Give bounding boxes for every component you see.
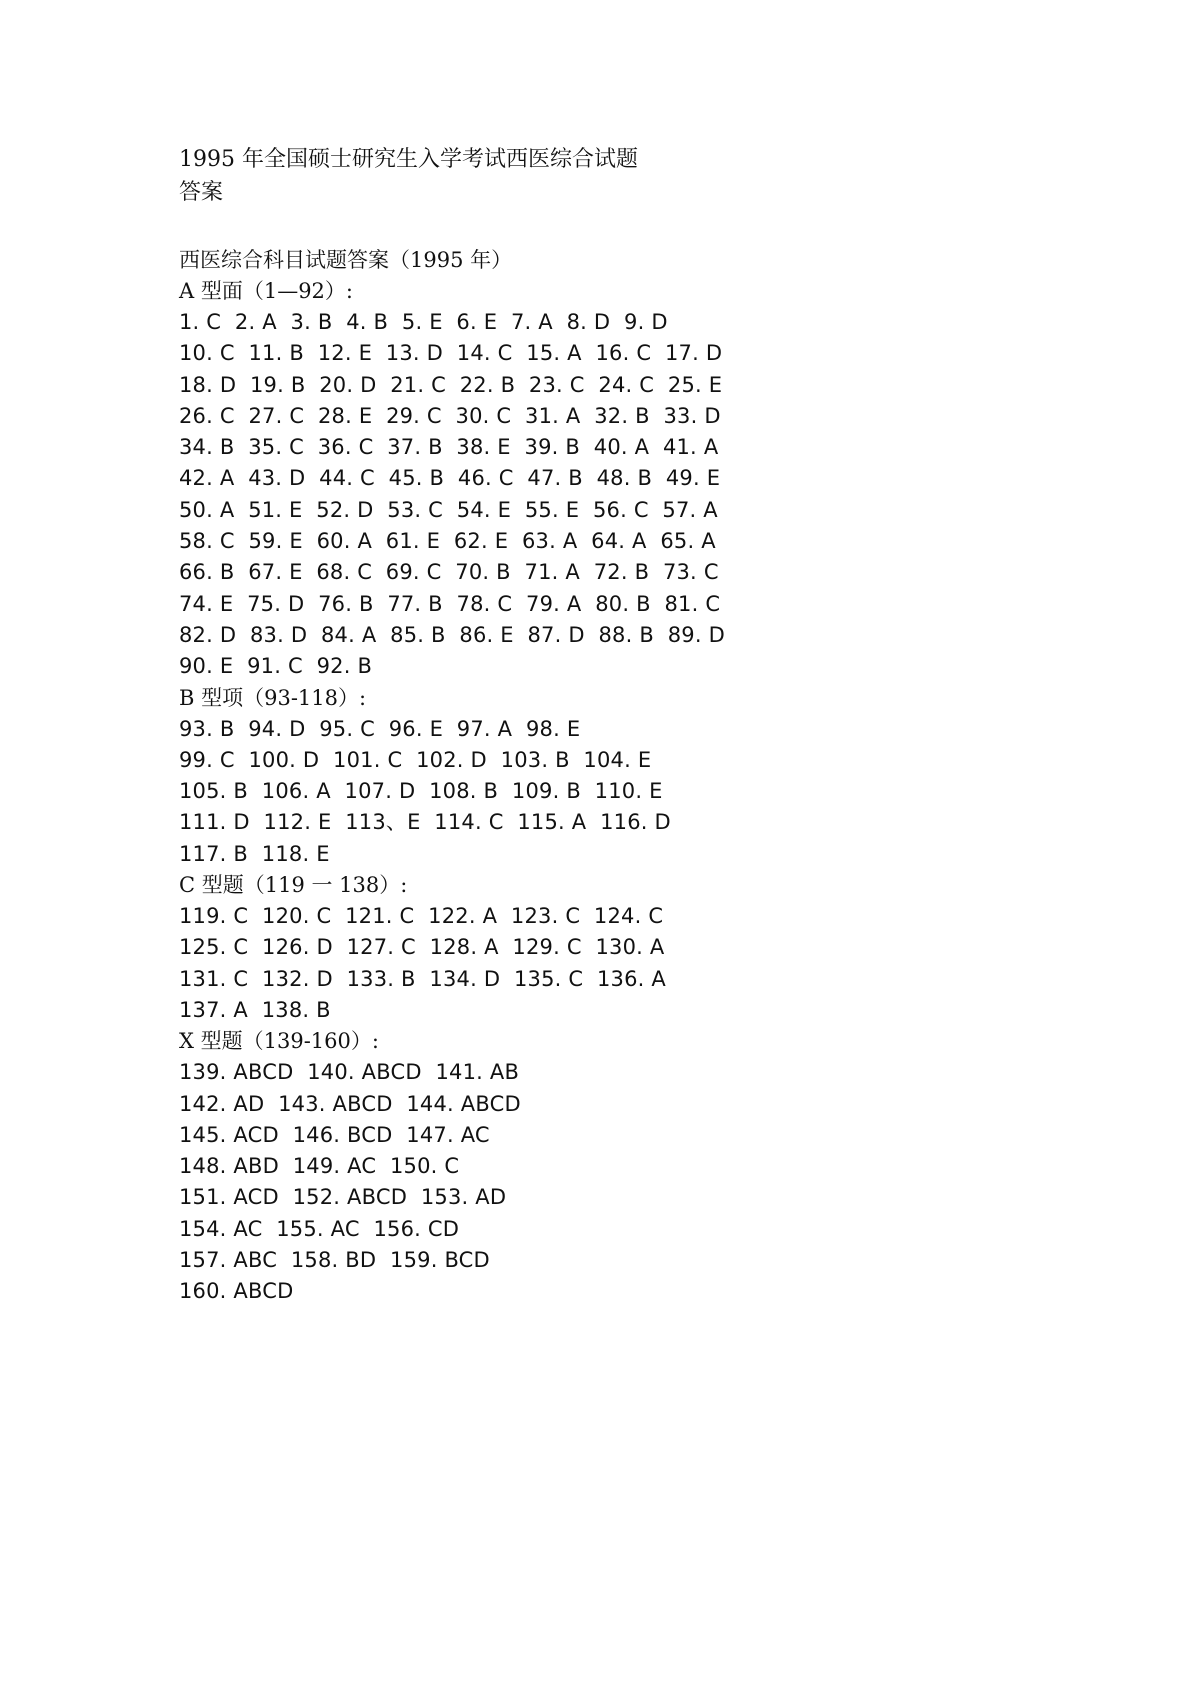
- answer-line: 58. C 59. E 60. A 61. E 62. E 63. A 64. A 65. A: [179, 529, 716, 554]
- section-c: [179, 870, 939, 1026]
- section-x: [179, 1026, 939, 1307]
- answer-subtitle: 西医综合科目试题答案（1995 年）: [179, 248, 513, 272]
- document-title: 1995 年全国硕士研究生入学考试西医综合试题: [179, 147, 638, 172]
- section-a: [179, 276, 939, 683]
- answer-line: 18. D 19. B 20. D 21. C 22. B 23. C 24. C 25. E: [179, 372, 723, 397]
- spacer: [179, 209, 939, 245]
- answer-line: 93. B 94. D 95. C 96. E 97. A 98. E: [179, 716, 581, 741]
- section-heading-b: B 型项（93-118）:: [179, 685, 367, 710]
- section-heading-c: C 型题（119 一 138）:: [179, 873, 408, 898]
- answer-line: 26. C 27. C 28. E 29. C 30. C 31. A 32. B 33. D: [179, 403, 721, 428]
- answer-line: 125. C 126. D 127. C 128. A 129. C 130. A: [179, 935, 665, 960]
- answer-line: 139. ABCD 140. ABCD 141. AB: [179, 1060, 520, 1085]
- answer-line: 82. D 83. D 84. A 85. B 86. E 87. D 88. B 89. D: [179, 622, 725, 647]
- answer-line: 131. C 132. D 133. B 134. D 135. C 136. A: [179, 966, 666, 991]
- answer-line: 117. B 118. E: [179, 841, 330, 866]
- answer-line: 42. A 43. D 44. C 45. B 46. C 47. B 48. B 49. E: [179, 466, 721, 491]
- answer-line: 119. C 120. C 121. C 122. A 123. C 124. C: [179, 904, 664, 929]
- answer-line: 34. B 35. C 36. C 37. B 38. E 39. B 40. A 41. A: [179, 435, 719, 460]
- answer-line: 66. B 67. E 68. C 69. C 70. B 71. A 72. B 73. C: [179, 560, 719, 585]
- answer-line: 151. ACD 152. ABCD 153. AD: [179, 1185, 507, 1210]
- answer-line: 105. B 106. A 107. D 108. B 109. B 110. E: [179, 779, 663, 804]
- answer-line: 154. AC 155. AC 156. CD: [179, 1216, 460, 1241]
- answer-line: 10. C 11. B 12. E 13. D 14. C 15. A 16. C 17. D: [179, 341, 723, 366]
- answer-line: 148. ABD 149. AC 150. C: [179, 1154, 460, 1179]
- answer-line: 157. ABC 158. BD 159. BCD: [179, 1248, 490, 1273]
- answer-line: 160. ABCD: [179, 1279, 294, 1304]
- answer-line: 1. C 2. A 3. B 4. B 5. E 6. E 7. A 8. D 9. D: [179, 310, 668, 334]
- answer-line: 74. E 75. D 76. B 77. B 78. C 79. A 80. B 81. C: [179, 591, 721, 616]
- answer-line: 50. A 51. E 52. D 53. C 54. E 55. E 56. C 57. A: [179, 497, 718, 522]
- answer-line: 142. AD 143. ABCD 144. ABCD: [179, 1091, 521, 1116]
- document-title-continuation: 答案: [179, 180, 224, 205]
- section-heading-a: A 型面（1—92）:: [179, 279, 353, 303]
- section-heading-x: X 型题（139-160）:: [179, 1029, 379, 1054]
- answer-line: 111. D 112. E 113、E 114. C 115. A 116. D: [179, 810, 671, 835]
- document-content: [179, 143, 939, 1308]
- answer-line: 99. C 100. D 101. C 102. D 103. B 104. E: [179, 747, 652, 772]
- answer-line: 90. E 91. C 92. B: [179, 654, 373, 679]
- answer-line: 145. ACD 146. BCD 147. AC: [179, 1122, 490, 1147]
- answer-line: 137. A 138. B: [179, 997, 331, 1022]
- section-b: [179, 683, 939, 870]
